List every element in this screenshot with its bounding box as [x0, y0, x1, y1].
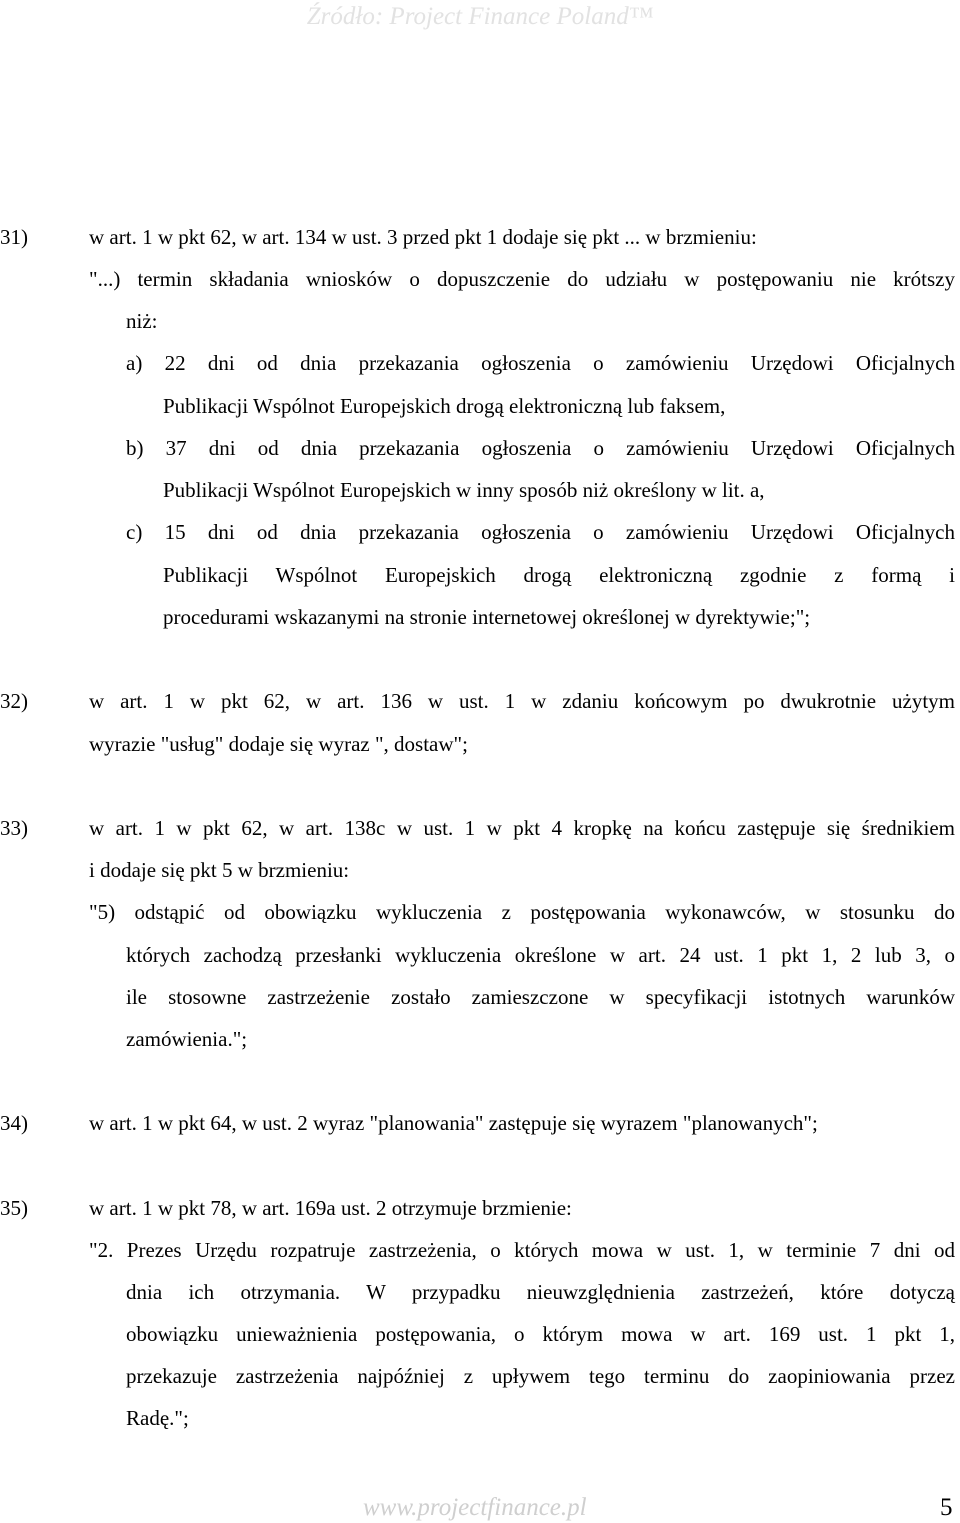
quoted-text-line: "2. Prezes Urzędu rozpatruje zastrzeżenia, o których mowa w ust. 1, w terminie 7 dni od — [89, 1238, 955, 1262]
subitem-c-line: Publikacji Wspólnot Europejskich drogą elektroniczną zgodnie z formą i — [163, 563, 955, 587]
subitem-a-line: Publikacji Wspólnot Europejskich drogą elektroniczną lub faksem, — [163, 394, 726, 418]
footer-url: www.projectfinance.pl — [363, 1494, 587, 1521]
item-text-line: niż: — [126, 309, 158, 333]
item-text-line: w art. 1 w pkt 64, w ust. 2 wyraz "planowania" zastępuje się wyrazem "planowanych"; — [89, 1111, 818, 1135]
item-number: 33) — [0, 816, 28, 840]
subitem-b-line: Publikacji Wspólnot Europejskich w inny sposób niż określony w lit. a, — [163, 478, 765, 502]
item-text-line: w art. 1 w pkt 62, w art. 138c w ust. 1 w pkt 4 kropkę na końcu zastępuje się średnikiem — [89, 816, 955, 840]
item-text-line: wyrazie "usług" dodaje się wyraz ", dostaw"; — [89, 732, 468, 756]
item-text-line: w art. 1 w pkt 62, w art. 134 w ust. 3 przed pkt 1 dodaje się pkt ... w brzmieniu: — [89, 225, 757, 249]
item-number: 34) — [0, 1111, 28, 1135]
quoted-text-line: Radę."; — [126, 1406, 189, 1430]
subitem-c-line: procedurami wskazanymi na stronie internetowej określonej w dyrektywie;"; — [163, 605, 811, 629]
item-number: 32) — [0, 689, 28, 713]
source-watermark: Źródło: Project Finance Poland™ — [306, 3, 654, 30]
subitem-b-line: b) 37 dni od dnia przekazania ogłoszenia o zamówieniu Urzędowi Oficjalnych — [126, 436, 955, 460]
quoted-text-line: przekazuje zastrzeżenia najpóźniej z upływem tego terminu do zaopiniowania przez — [126, 1364, 955, 1388]
quoted-text-line: "5) odstąpić od obowiązku wykluczenia z postępowania wykonawców, w stosunku do — [89, 900, 955, 924]
quoted-text-line: których zachodzą przesłanki wykluczenia określone w art. 24 ust. 1 pkt 1, 2 lub 3, o — [126, 943, 955, 967]
quoted-text-line: zamówienia."; — [126, 1027, 248, 1051]
item-number: 31) — [0, 225, 28, 249]
item-number: 35) — [0, 1196, 28, 1220]
quoted-text-line: ile stosowne zastrzeżenie zostało zamieszczone w specyfikacji istotnych warunków — [126, 985, 955, 1009]
item-text-line: i dodaje się pkt 5 w brzmieniu: — [89, 858, 350, 882]
item-text-line: w art. 1 w pkt 62, w art. 136 w ust. 1 w zdaniu końcowym po dwukrotnie użytym — [89, 689, 955, 713]
subitem-a-line: a) 22 dni od dnia przekazania ogłoszenia o zamówieniu Urzędowi Oficjalnych — [126, 351, 955, 375]
item-text-line: "...) termin składania wniosków o dopuszczenie do udziału w postępowaniu nie krótszy — [89, 267, 955, 291]
quoted-text-line: dnia ich otrzymania. W przypadku nieuwzględnienia zastrzeżeń, które dotyczą — [126, 1280, 955, 1304]
page-number: 5 — [940, 1494, 953, 1521]
subitem-c-line: c) 15 dni od dnia przekazania ogłoszenia o zamówieniu Urzędowi Oficjalnych — [126, 520, 955, 544]
item-text-line: w art. 1 w pkt 78, w art. 169a ust. 2 otrzymuje brzmienie: — [89, 1196, 572, 1220]
quoted-text-line: obowiązku unieważnienia postępowania, o którym mowa w art. 169 ust. 1 pkt 1, — [126, 1322, 955, 1346]
